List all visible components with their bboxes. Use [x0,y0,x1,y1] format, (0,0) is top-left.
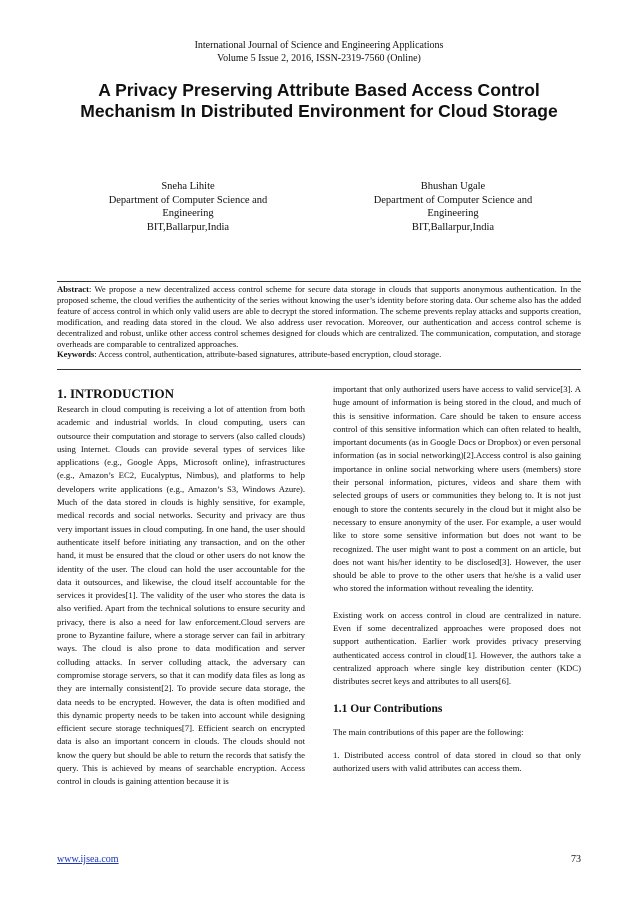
author-block-1 [88,180,288,234]
author-institution: BIT,Ballarpur,India [146,221,230,233]
author-dept: Department of Computer Science and [373,194,533,206]
contributions-intro: The main contributions of this paper are the following: [333,726,524,737]
abstract-block [57,284,581,360]
page-number: 73 [571,854,581,865]
abstract-top-rule [57,281,581,282]
abstract-text: : We propose a new decentralized access control scheme for secure data storage in clouds that supports anonymous authentication. In the proposed scheme, the cloud verifies the authenticity of the series without knowing the user’s identity before storing data. Our scheme also has the added feature of access control in which only valid users are able to decrypt the stored information. The scheme prevents replay attacks and supports creation, modification, and reading data stored in the cloud. We also address user revocation. Moreover, our authentication and access control scheme is decentralized and robust, unlike other access control schemes designed for clouds which are centralized. The communication, computation, and storage overheads are comparable to centralized approaches. [57,284,581,349]
author-institution: BIT,Ballarpur,India [411,221,495,233]
intro-paragraph: Research in cloud computing is receiving a lot of attention from both academic and industrial worlds. In cloud computing, users can outsource their computation and storage to servers (also called clouds) using Internet. Clouds can provide several types of services like applications (e.g., Google Apps, Microsoft online), infrastructures (e.g., Amazon’s EC2, Eucalyptus, Nimbus), and platforms to help developers write applications (e.g., Amazon’s S3, Windows Azure). Much of the data stored in clouds is highly sensitive, for example, medical records and social networks. Security and privacy are thus very important issues in cloud computing. In one hand, the user should authenticate itself before initiating any transaction, and on the other hand, it must be ensured that the cloud or other users do not know the identity of the user. The cloud can hold the user accountable for the data it outsources, and likewise, the cloud itself accountable for the services it provides[1]. The validity of the user who stores the data is also verified. Apart from the technical solutions to ensure security and privacy, there is also a need for law enforcement.Cloud servers are prone to Byzantine failure, where a storage server can fail in arbitrary ways. The cloud is also prone to data modification and server colluding attacks. In server colluding attack, the adversary can compromise storage servers, so that it can modify data files as long as they are internally consistent[2]. To provide secure data storage, the data needs to be encrypted. However, the data is often modified and this dynamic property needs to be taken into account while designing efficient secure storage techniques[7]. Efficient search on encrypted data is also an important concern in clouds. The clouds should not know the query but should be able to return the records that satisfy the query. This is achieved by means of searchable encryption. Access control in clouds is gaining attention because it is [57,404,305,787]
paper-title: A Privacy Preserving Attribute Based Access Control Mechanism In Distributed Environment for Cloud Storage [80,80,558,121]
section-heading-contributions: 1.1 Our Contributions [333,702,443,715]
keywords-text: : Access control, authentication, attribute-based signatures, attribute-based encryption, cloud storage. [94,349,442,360]
author-dept: Department of Computer Science and [108,194,268,206]
abstract-bottom-rule [57,369,581,370]
author-block-2 [353,180,553,234]
keywords-label: Keywords [57,349,95,360]
author-name: Bhushan Ugale [420,181,486,192]
abstract-label: Abstract [57,284,89,294]
right-column [333,383,581,775]
left-column [57,386,305,789]
abstract-paragraph [57,284,581,349]
author-dept-cont: Engineering [427,208,479,219]
contribution-item-1: 1. Distributed access control of data stored in cloud so that only authorized users with valid attributes can access them. [333,749,581,774]
section-heading-introduction: 1. INTRODUCTION [57,386,175,401]
keywords-paragraph [57,349,581,360]
journal-volume: Volume 5 Issue 2, 2016, ISSN-2319-7560 (Online) [217,53,421,64]
existing-work-paragraph: Existing work on access control in cloud are centralized in nature. Even if some decentralized approaches were proposed does not support authentication. Earlier work provides privacy preserving authenticated access control in cloud[1]. However, the authors take a centralized approach where single key distribution center (KDC) distributes secret keys and attributes to all users[6]. [333,609,581,687]
journal-website-link[interactable]: www.ijsea.com [57,854,119,865]
intro-paragraph-continued: important that only authorized users have access to valid service[3]. A huge amount of information is being stored in the cloud, and much of this is sensitive information. Care should be taken to ensure access control of this sensitive information which can often related to health, important documents (as in Google Docs or Dropbox) or even personal information (as in social networking)[2].Access control is also gaining importance in online social networking where users (members) store their personal information, pictures, videos and share them with selected groups of users or communities they belong to. It is not just enough to store the contents securely in the cloud but it might also be necessary to ensure anonymity of the user. For example, a user would like to store some sensitive information but does not want to be recognized. The user might want to post a comment on an article, but does not want his/her identity to be disclosed[3]. However, the user should be able to prove to the other users that he/she is a valid user who stored the information without revealing the identity. [333,384,581,594]
author-name: Sneha Lihite [161,181,215,192]
journal-header [0,39,638,65]
author-dept-cont: Engineering [162,208,214,219]
journal-name: International Journal of Science and Engineering Applications [194,40,444,51]
